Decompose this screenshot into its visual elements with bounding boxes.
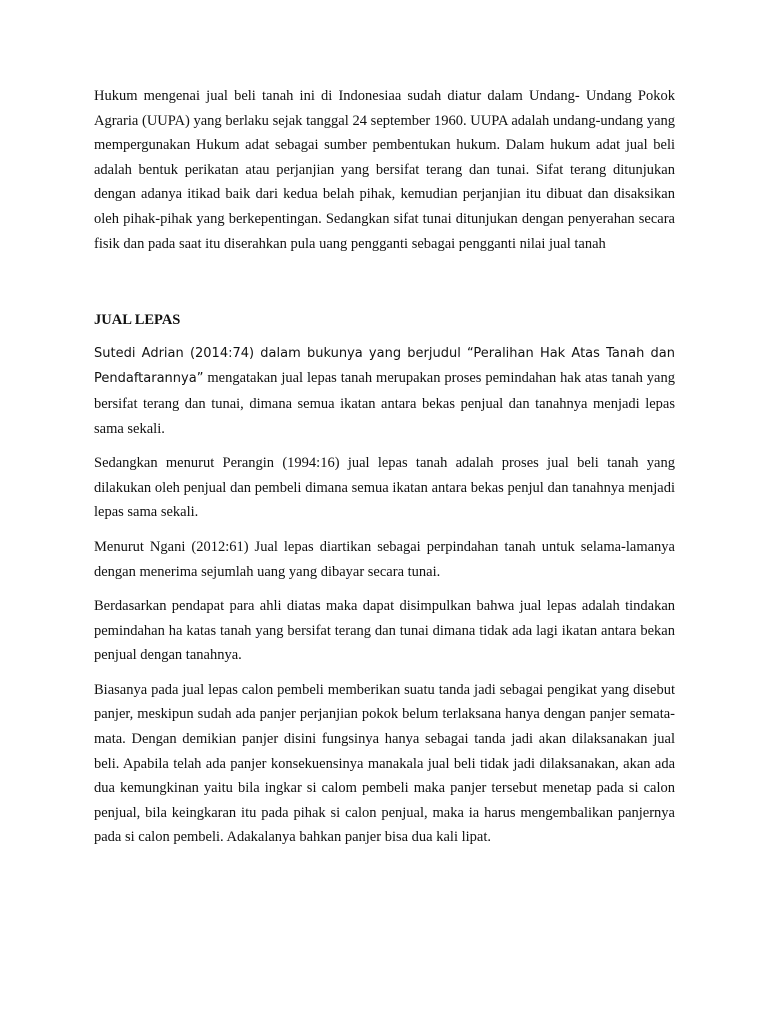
paragraph-sutedi <box>94 341 675 441</box>
document-page <box>94 84 675 850</box>
citation-sutedi: Sutedi Adrian (2014:74) dalam bukunya yang berjudul “Peralihan Hak Atas Tanah dan Pendaftarannya” <box>94 345 675 387</box>
paragraph-sutedi-body: mengatakan jual lepas tanah merupakan proses pemindahan hak atas tanah yang bersifat terang dan tunai, dimana semua ikatan antara bekas penjual dan tanahnya menjadi lepas sama sekali. <box>94 370 675 437</box>
paragraph-conclusion: Berdasarkan pendapat para ahli diatas maka dapat disimpulkan bahwa jual lepas adalah tindakan pemindahan ha katas tanah yang bersifat terang dan tunai dimana tidak ada lagi ikatan antara bekan penjual dengan tanahnya. <box>94 598 675 664</box>
paragraph-ngani: Menurut Ngani (2012:61) Jual lepas diartikan sebagai perpindahan tanah untuk selama-lamanya dengan menerima sejumlah uang yang dibayar secara tunai. <box>94 538 675 580</box>
intro-paragraph: Hukum mengenai jual beli tanah ini di Indonesiaa sudah diatur dalam Undang- Undang Pokok Agraria (UUPA) yang berlaku sejak tanggal 24 september 1960. UUPA adalah undang-undang yang mempergunakan Hukum adat sebagai sumber pembentukan hukum. Dalam hukum adat jual beli adalah bentuk perikatan atau perjanjian yang bersifat terang dan tunai. Sifat terang ditunjukan dengan adanya itikad baik dari kedua belah pihak, kemudian perjanjian itu dibuat dan disaksikan oleh pihak-pihak yang berkepentingan. Sedangkan sifat tunai ditunjukan dengan penyerahan secara fisik dan pada saat itu diserahkan pula uang pengganti sebagai pengganti nilai jual tanah <box>94 88 675 252</box>
paragraph-perangin: Sedangkan menurut Perangin (1994:16) jual lepas tanah adalah proses jual beli tanah yang dilakukan oleh penjual dan pembeli dimana semua ikatan antara bekas penjul dan tanahnya menjadi lepas sama sekali. <box>94 455 675 521</box>
paragraph-panjer: Biasanya pada jual lepas calon pembeli memberikan suatu tanda jadi sebagai pengikat yang disebut panjer, meskipun sudah ada panjer perjanjian pokok belum terlaksana hanya dengan panjer semata-mata. Dengan demikian panjer disini fungsinya hanya sebagai tanda jadi akan dilaksanakan jual beli. Apabila telah ada panjer konsekuensinya manakala jual beli tidak jadi dilaksanakan, akan ada dua kemungkinan yaitu bila ingkar si calom pembeli maka panjer tersebut menetap pada si calon penjual, bila keingkaran itu pada pihak si calon penjual, maka ia harus mengembalikan panjernya pada si calon pembeli. Adakalanya bahkan panjer bisa dua kali lipat. <box>94 681 675 846</box>
section-heading: JUAL LEPAS <box>94 312 181 329</box>
